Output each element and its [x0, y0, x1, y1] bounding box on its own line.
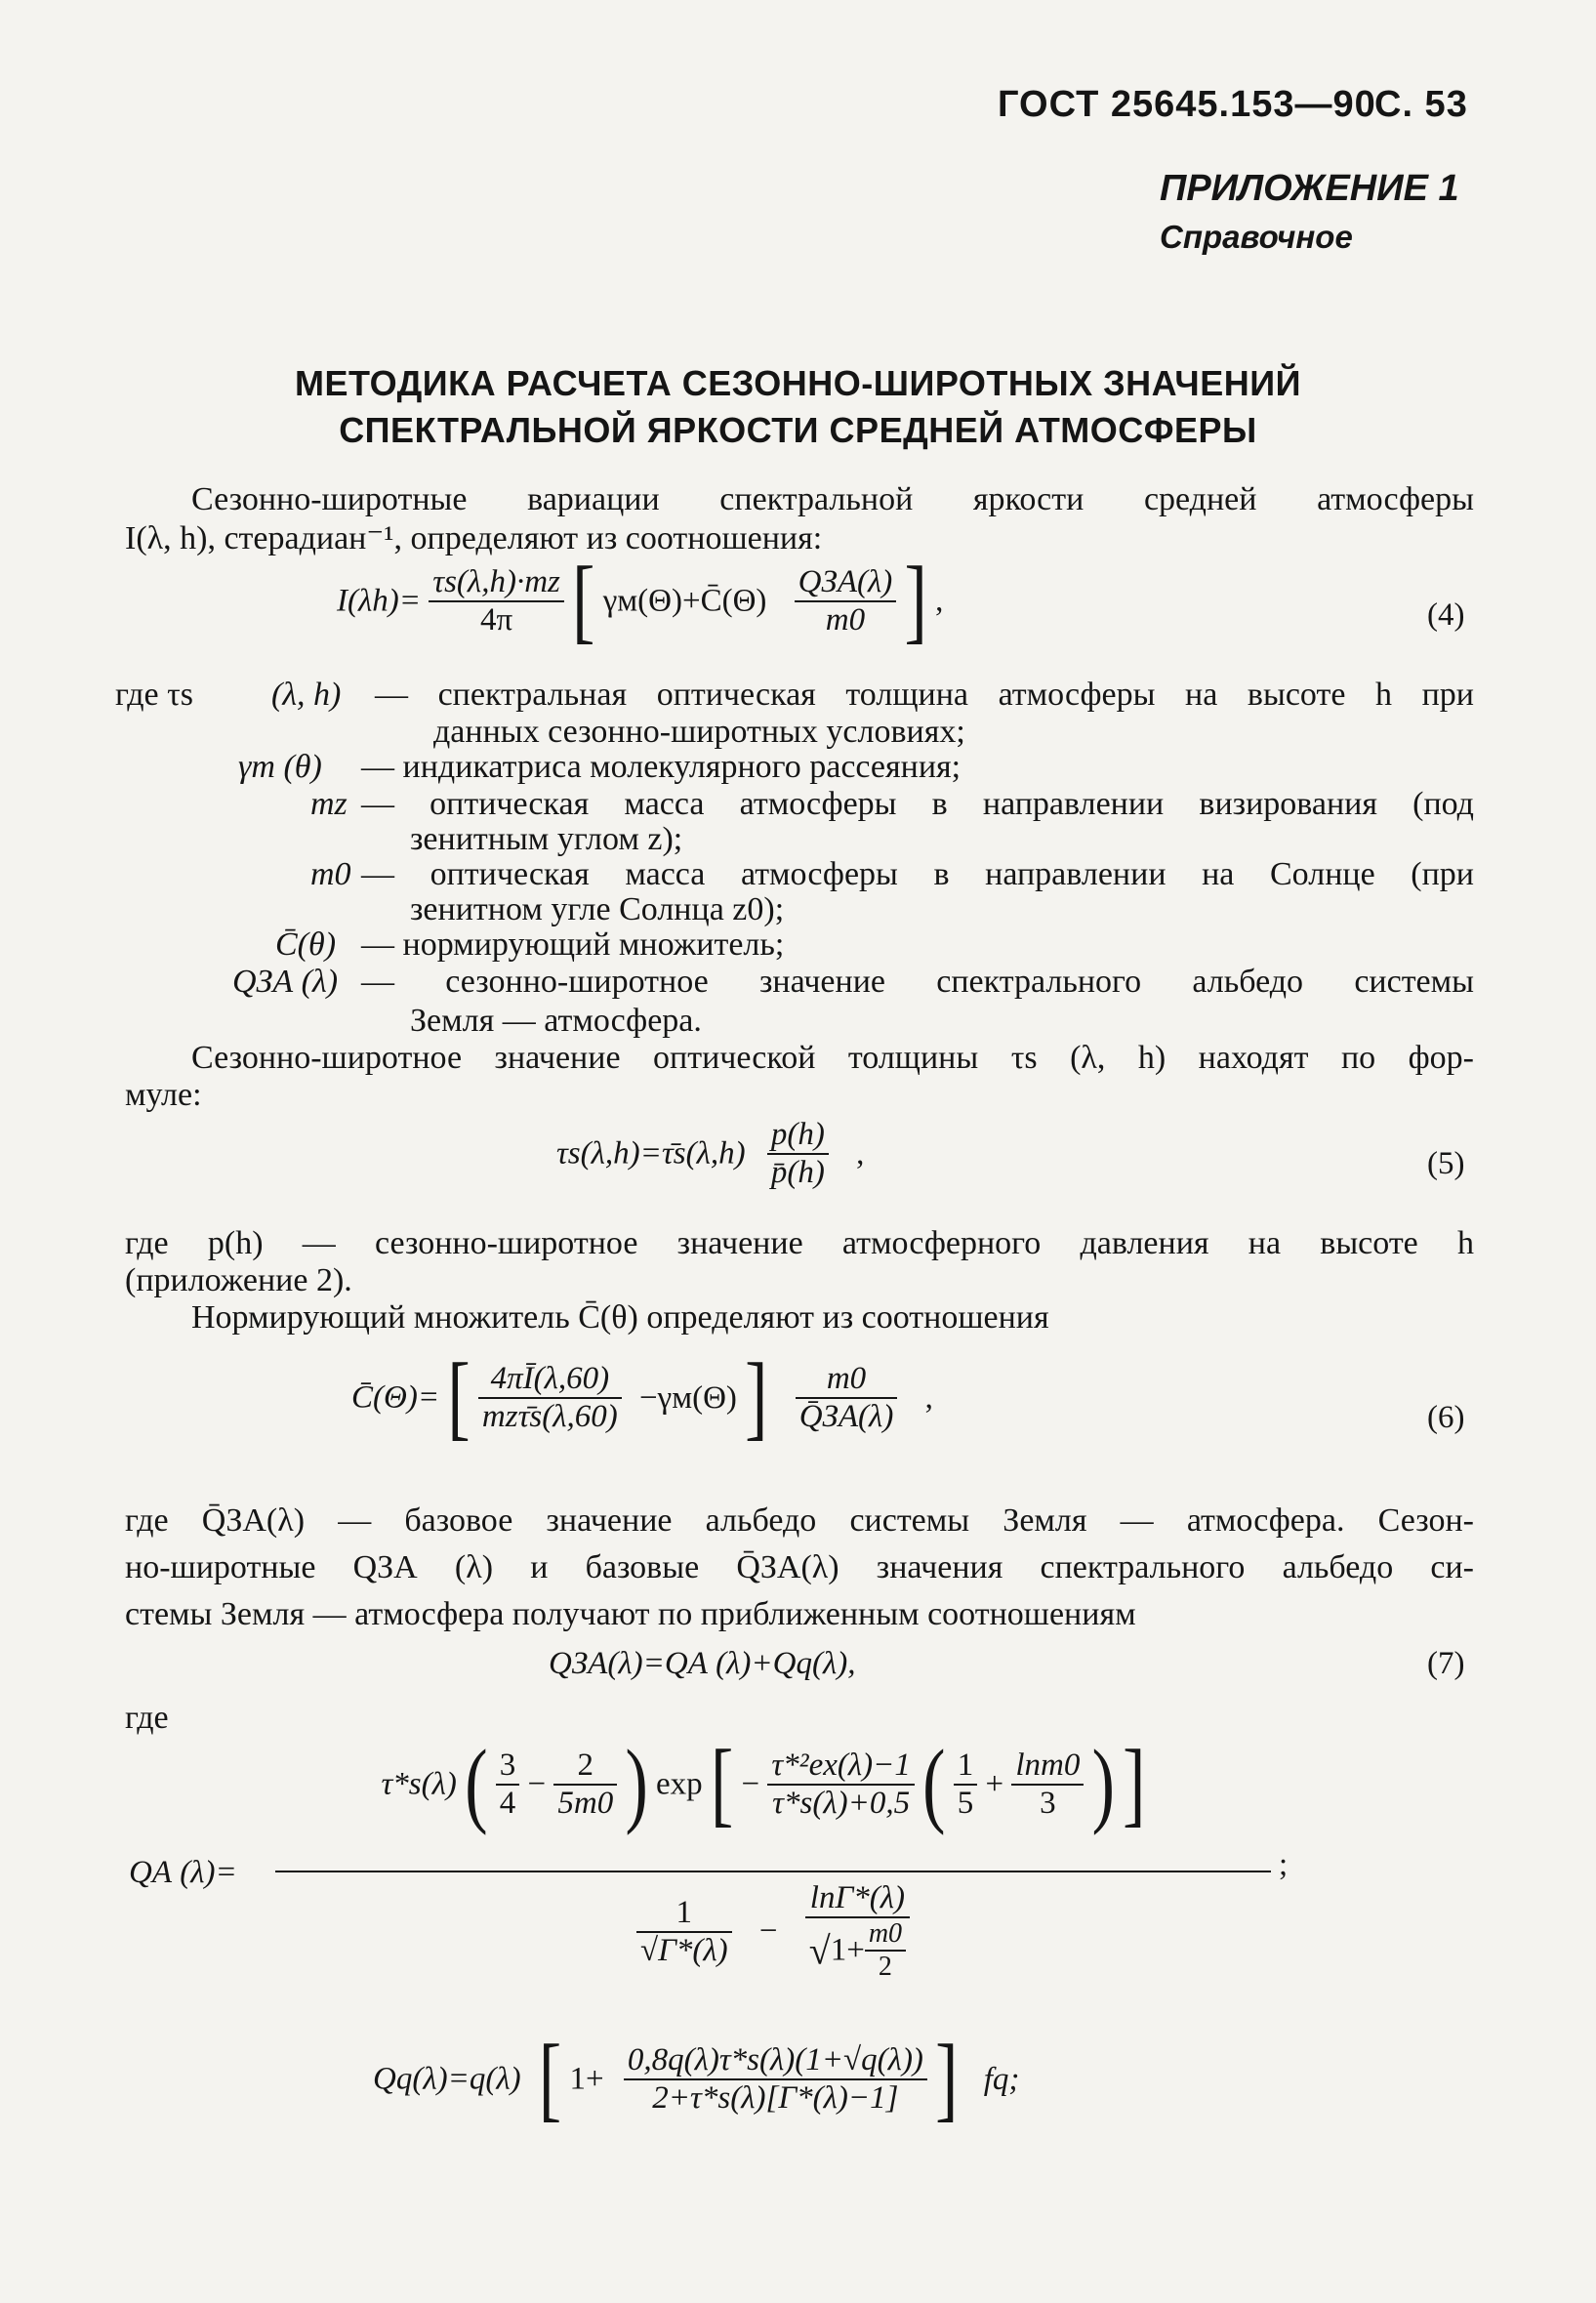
def-q-symbol: QЗА (λ)	[232, 964, 339, 1000]
equation-5	[556, 1117, 864, 1191]
eqQA-minus-1: −	[527, 1766, 547, 1802]
def-tau-symbol: где τs	[115, 677, 194, 713]
eqQA-exp: exp	[656, 1766, 703, 1802]
eqQA-d2d-d: 2	[865, 1950, 906, 1983]
eq5-num: p(h)	[770, 1117, 825, 1152]
eq4-den1: 4π	[429, 600, 564, 638]
title-line-2: СПЕКТРАЛЬНОЙ ЯРКОСТИ СРЕДНЕЙ АТМОСФЕРЫ	[339, 410, 1257, 450]
eqQq-num: 0,8q(λ)τ*s(λ)(1+√q(λ))	[627, 2042, 923, 2077]
eq6-lhs: C̄(Θ)=	[351, 1379, 440, 1416]
eq6-frac-2	[796, 1361, 898, 1435]
def-q-text-1: — сезонно-широтное значение спектрального альбедо системы	[361, 964, 1474, 1000]
eqQA-d2n: lnΓ*(λ)	[809, 1880, 905, 1915]
page-number: С. 53	[1374, 84, 1468, 125]
eq4-left-bracket: [	[572, 548, 595, 654]
def-m0-text-1: — оптическая масса атмосферы в направлении на Солнце (при	[361, 856, 1474, 892]
eqQA-f3n: τ*²ex(λ)−1	[771, 1748, 911, 1783]
eqQq-den: 2+τ*s(λ)[Γ*(λ)−1]	[624, 2078, 927, 2117]
eqQA-lhs: QА (λ)=	[129, 1855, 237, 1890]
eqQA-frac-2-5m0	[553, 1748, 617, 1822]
eq6-minus: −γм(Θ)	[639, 1379, 737, 1416]
eq6-tail: ,	[924, 1379, 933, 1416]
eq5-den: p̄(h)	[767, 1153, 829, 1191]
para6-line-2: (приложение 2).	[125, 1262, 352, 1298]
para7-line-1: где Q̄ЗА(λ) — базовое значение альбедо системы Земля — атмосфера. Сезон-	[125, 1502, 1474, 1539]
eq6-num2: m0	[826, 1361, 867, 1396]
intro-line-2: I(λ, h), стерадиан⁻¹, определяют из соотношения:	[125, 520, 823, 556]
where-label: где	[125, 1700, 169, 1736]
def-tau-text-2: данных сезонно-широтных условиях;	[433, 714, 965, 750]
eqQq-one: 1+	[569, 2061, 604, 2097]
eq4-frac-1	[429, 564, 564, 638]
eq4-frac-2	[795, 564, 897, 638]
def-q-text-2: Земля — атмосфера.	[410, 1003, 702, 1039]
eq6-number: (6)	[1427, 1400, 1465, 1435]
equation-6	[351, 1344, 933, 1451]
para5-line-1: Сезонно-широтное значение оптической толщины τs (λ, h) находят по фор-	[191, 1040, 1474, 1076]
appendix-kind: Справочное	[1160, 219, 1353, 255]
eqQA-den-frac-2	[805, 1880, 910, 1983]
eq5-frac	[767, 1117, 829, 1191]
eqQA-numerator	[256, 1731, 1271, 1837]
eq4-inner: γм(Θ)+C̄(Θ)	[602, 583, 767, 619]
def-mz-symbol: mz	[310, 786, 348, 822]
eqQA-f2n: 2	[577, 1748, 594, 1783]
def-c-text: — нормирующий множитель;	[361, 926, 785, 963]
eq5-number: (5)	[1427, 1146, 1465, 1181]
eq6-num1: 4πĪ(λ,60)	[490, 1361, 610, 1396]
intro-line-1: Сезонно-широтные вариации спектральной яркости средней атмосферы	[191, 481, 1474, 517]
eqQA-den-minus: −	[758, 1913, 778, 1949]
para7-line-2: но-широтные QЗА (λ) и базовые Q̄ЗА(λ) значения спектрального альбедо си-	[125, 1549, 1474, 1585]
eqQA-f4d: 5	[954, 1784, 978, 1822]
eqQA-d2d-n: m0	[868, 1918, 903, 1949]
eqQA-lparen-2: (	[922, 1731, 946, 1837]
def-tau-text-1: — спектральная оптическая толщина атмосферы на высоте h при	[375, 677, 1474, 713]
eqQA-frac-tau	[767, 1748, 915, 1822]
eqQA-d1n: 1	[675, 1894, 693, 1930]
title-line-1: МЕТОДИКА РАСЧЕТА СЕЗОННО-ШИРОТНЫХ ЗНАЧЕНИЙ	[295, 363, 1301, 403]
eqQA-tail: ;	[1279, 1847, 1289, 1882]
eqQq-frac	[624, 2042, 927, 2117]
eq4-lhs: I(λh)=	[337, 583, 422, 619]
eqQA-rparen-2: )	[1091, 1731, 1115, 1837]
eqQA-minus-2: −	[741, 1766, 760, 1802]
def-gamma-text: — индикатриса молекулярного рассеяния;	[361, 749, 962, 785]
eq6-den2: Q̄ЗА(λ)	[796, 1397, 898, 1435]
eq6-frac-1	[478, 1361, 622, 1435]
def-m0-symbol: m0	[310, 856, 351, 892]
eqQA-main-fraction-bar	[275, 1871, 1271, 1872]
eqQA-denominator	[275, 1880, 1271, 1983]
eqQA-frac-lnm0	[1011, 1748, 1084, 1822]
eq4-num2: QЗА(λ)	[798, 564, 893, 599]
equation-qq	[373, 2026, 1020, 2132]
eq6-den1: mzτ̄s(λ,60)	[478, 1397, 622, 1435]
eq5-tail: ,	[856, 1135, 865, 1172]
eqQq-lbracket: [	[538, 2026, 562, 2132]
sqrt-icon: √	[808, 1928, 831, 1973]
eqQA-f3d: τ*s(λ)+0,5	[767, 1784, 915, 1822]
appendix-label: ПРИЛОЖЕНИЕ 1	[1160, 168, 1459, 209]
eqQA-d2d-a: 1+	[830, 1932, 865, 1968]
eqQA-f5d: 3	[1011, 1784, 1084, 1822]
eqQA-d2-inner-frac	[865, 1918, 906, 1983]
eqQA-frac-3-4	[496, 1748, 520, 1822]
eqQA-tau: τ*s(λ)	[381, 1766, 457, 1802]
eqQA-rparen-1: )	[625, 1731, 648, 1837]
eq4-num1: τs(λ,h)·mz	[432, 564, 560, 599]
eqQq-lhs: Qq(λ)=q(λ)	[373, 2061, 521, 2097]
equation-4	[337, 548, 944, 654]
eqQA-f5n: lnm0	[1015, 1748, 1081, 1783]
eq6-right-bracket: ]	[745, 1344, 768, 1451]
eqQA-d2-root	[805, 1916, 910, 1983]
eq6-left-bracket: [	[447, 1344, 471, 1451]
def-gamma-symbol: γm (θ)	[238, 749, 322, 785]
eqQA-lparen-1: (	[465, 1731, 488, 1837]
equation-7: QЗА(λ)=QА (λ)+Qq(λ),	[549, 1646, 856, 1681]
running-header: ГОСТ 25645.153—90	[998, 84, 1376, 125]
eqQA-plus: +	[985, 1766, 1004, 1802]
eqQA-den-frac-1	[636, 1895, 732, 1969]
eqQA-f1n: 3	[499, 1748, 516, 1783]
eq5-lhs: τs(λ,h)=τ̄s(λ,h)	[556, 1135, 746, 1172]
para6-line-1: где p(h) — сезонно-широтное значение атмосферного давления на высоте h	[125, 1225, 1474, 1261]
eqQA-lbracket: [	[710, 1731, 734, 1837]
def-c-symbol: C̄(θ)	[275, 926, 337, 963]
para7-line-3: стемы Земля — атмосфера получают по приближенным соотношениям	[125, 1596, 1136, 1632]
eqQA-rbracket: ]	[1123, 1731, 1146, 1837]
eq4-tail: ,	[935, 583, 944, 619]
eq4-number: (4)	[1427, 597, 1465, 633]
def-m0-text-2: зенитном угле Солнца z0);	[410, 891, 785, 927]
eqQA-f2d: 5m0	[553, 1784, 617, 1822]
def-mz-text-2: зенитным углом z);	[410, 821, 683, 857]
eqQA-f1d: 4	[496, 1784, 520, 1822]
eqQq-rbracket: ]	[935, 2026, 959, 2132]
def-mz-text-1: — оптическая масса атмосферы в направлении визирования (под	[361, 786, 1474, 822]
eqQq-tail: fq;	[983, 2061, 1020, 2097]
def-tau-arg: (λ, h)	[271, 677, 342, 713]
eqQA-frac-1-5	[954, 1748, 978, 1822]
eq4-right-bracket: ]	[904, 548, 927, 654]
eqQA-f4n: 1	[957, 1748, 974, 1783]
eq4-den2: m0	[795, 600, 897, 638]
para5-line-2: муле:	[125, 1077, 202, 1113]
eqQA-d1d: √Γ*(λ)	[636, 1931, 732, 1969]
eq7-number: (7)	[1427, 1646, 1465, 1681]
para6-line-3: Нормирующий множитель C̄(θ) определяют из соотношения	[191, 1299, 1049, 1336]
